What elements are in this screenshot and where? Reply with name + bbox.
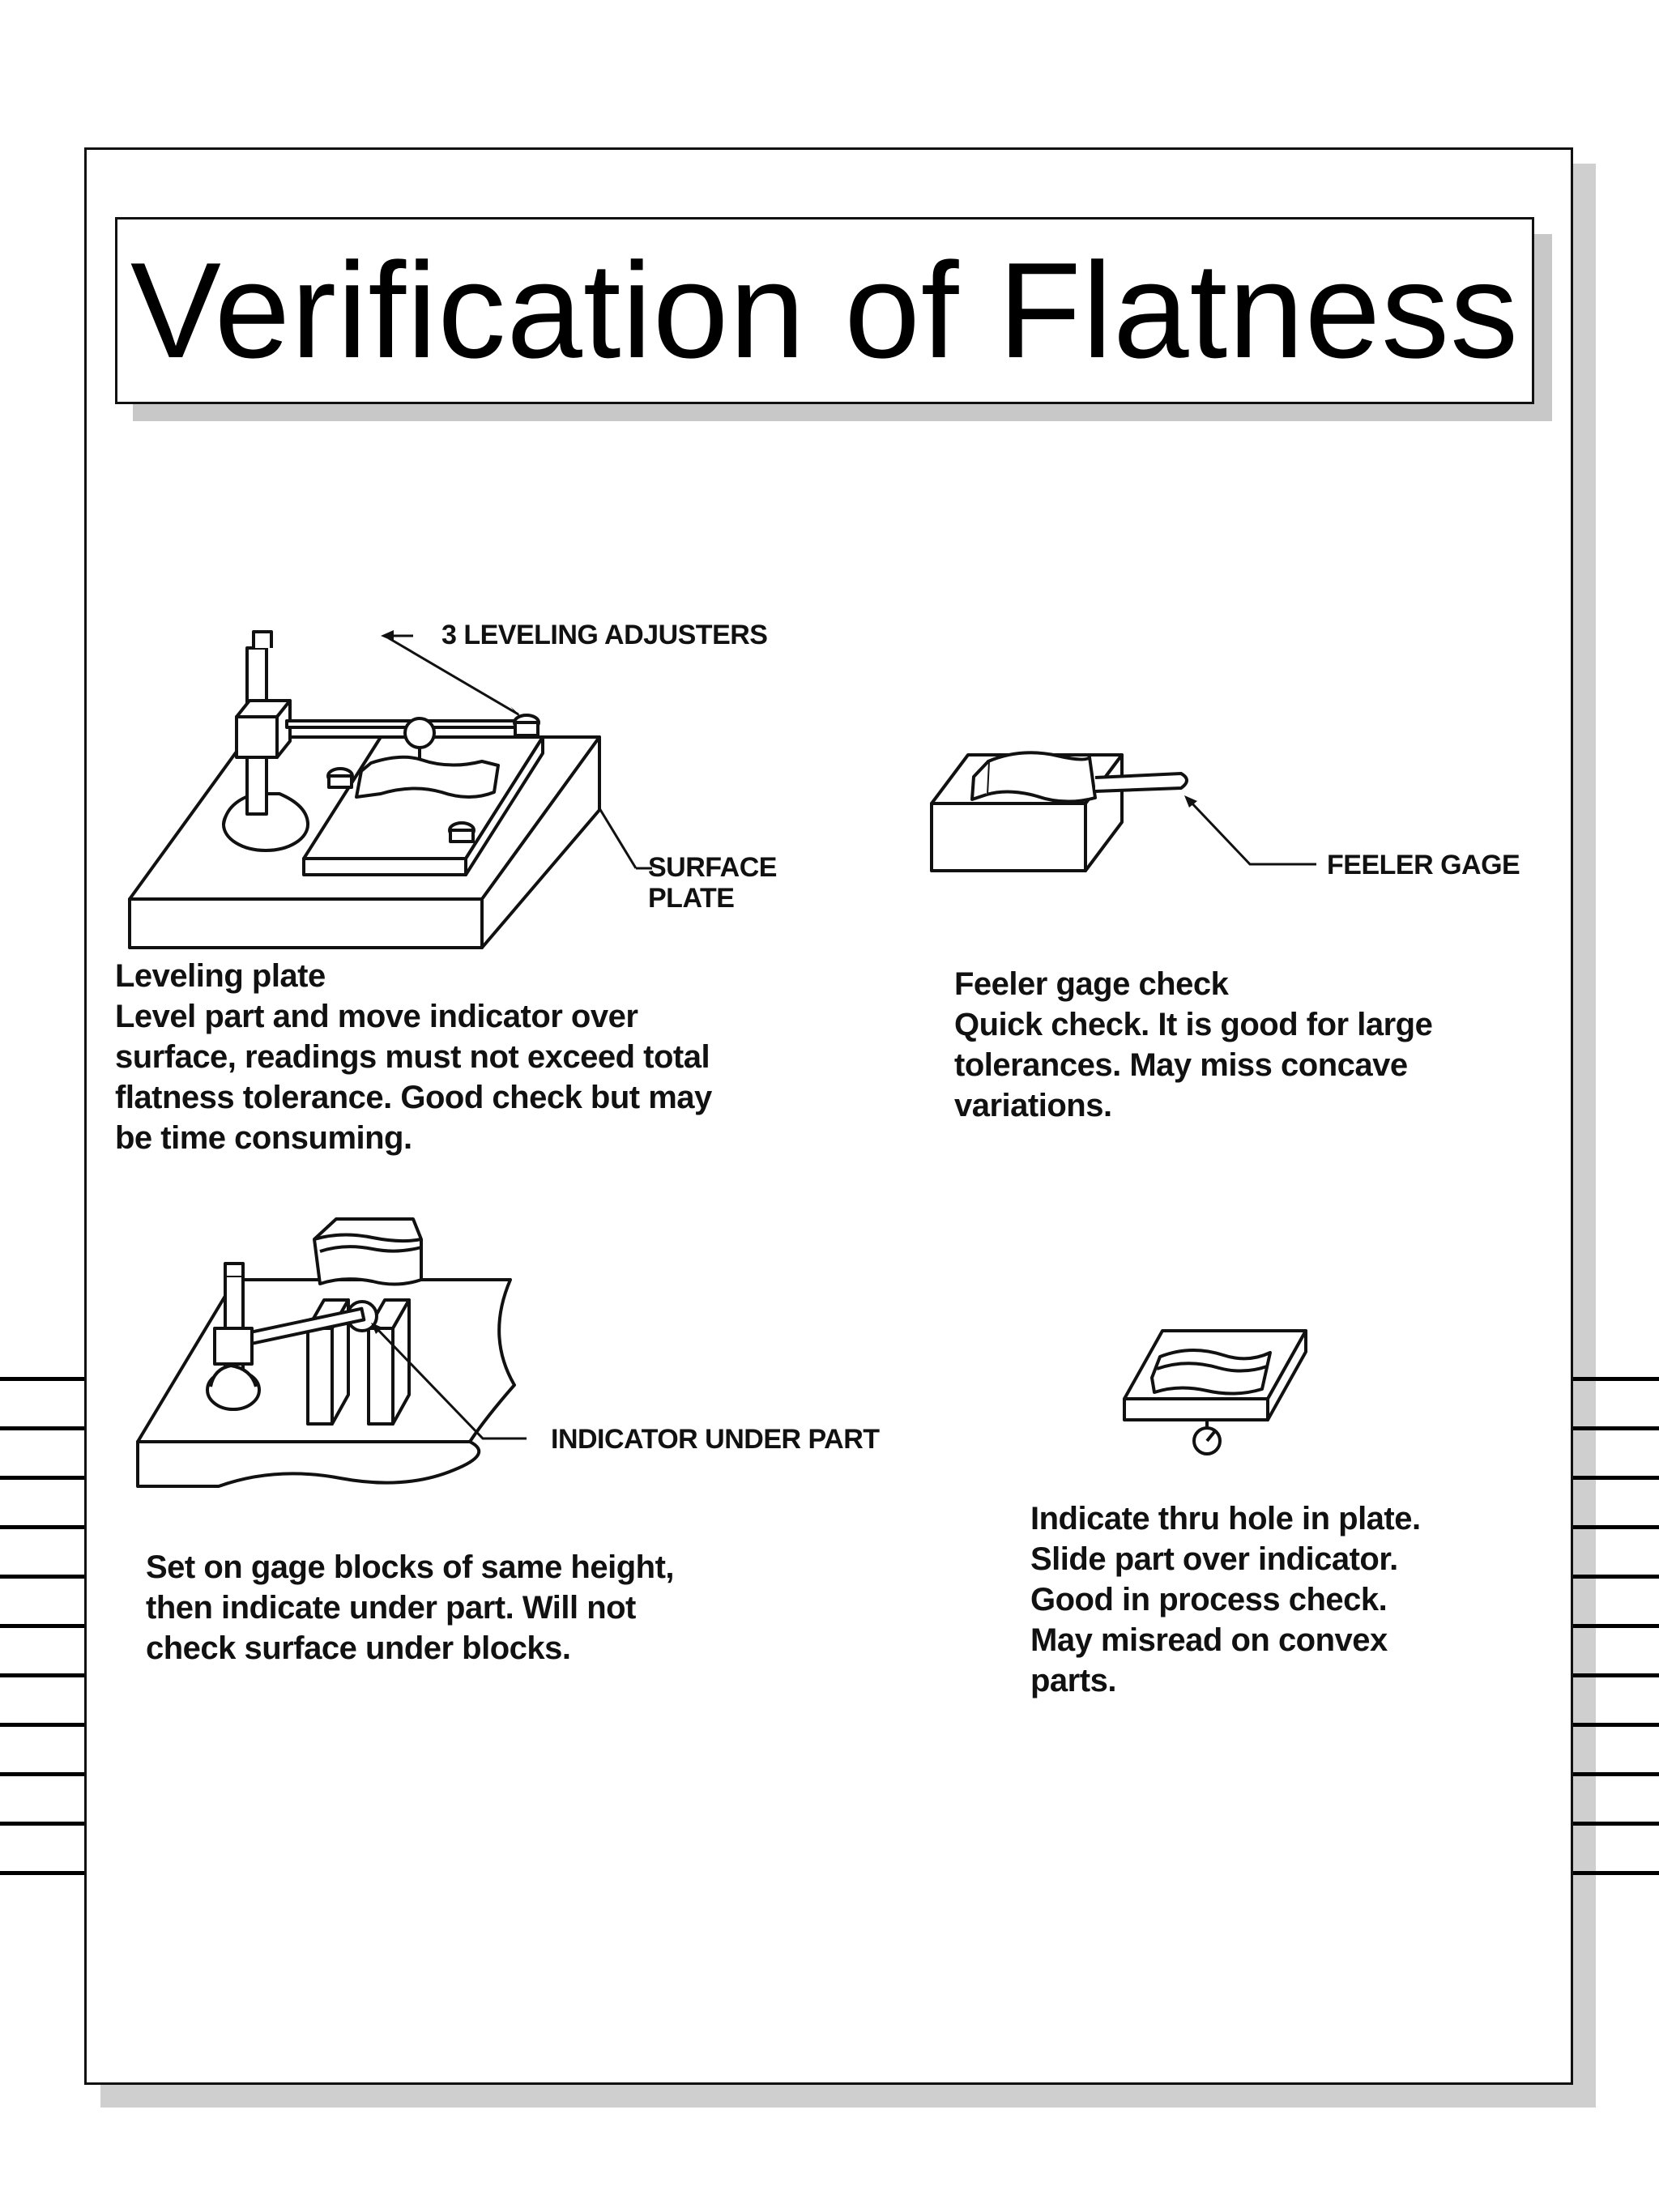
- thru-hole-plate-illustration: [1118, 1324, 1312, 1462]
- caption-line: Indicate thru hole in plate.: [1030, 1501, 1421, 1536]
- caption-line: Slide part over indicator.: [1030, 1541, 1398, 1577]
- caption-line: be time consuming.: [115, 1120, 412, 1156]
- caption-line: Good in process check.: [1030, 1582, 1388, 1617]
- label-feeler-gage: FEELER GAGE: [1327, 850, 1520, 880]
- caption-line: Level part and move indicator over: [115, 999, 638, 1034]
- caption-line: flatness tolerance. Good check but may: [115, 1080, 712, 1115]
- page-title: Verification of Flatness: [130, 234, 1520, 386]
- caption-line: surface, readings must not exceed total: [115, 1039, 710, 1075]
- caption-line: May misread on convex: [1030, 1622, 1388, 1658]
- caption-line: variations.: [954, 1088, 1112, 1123]
- caption-line: tolerances. May miss concave: [954, 1047, 1408, 1083]
- caption-line: then indicate under part. Will not: [146, 1590, 636, 1626]
- right-edge-lines: [1573, 1377, 1659, 1920]
- caption-leveling-plate: [115, 956, 712, 1158]
- caption-line: check surface under blocks.: [146, 1630, 571, 1666]
- title-box: [115, 217, 1534, 404]
- caption-line: parts.: [1030, 1663, 1116, 1698]
- label-indicator-under-part: INDICATOR UNDER PART: [551, 1424, 880, 1455]
- left-edge-lines: [0, 1377, 84, 1920]
- caption-line: Set on gage blocks of same height,: [146, 1549, 675, 1585]
- caption-line: Feeler gage check: [954, 966, 1229, 1002]
- label-leveling-adjusters: 3 LEVELING ADJUSTERS: [441, 620, 768, 650]
- leveling-plate-illustration: [113, 599, 810, 948]
- caption-line: Quick check. It is good for large: [954, 1007, 1433, 1042]
- label-surface-plate-line2: PLATE: [648, 883, 735, 914]
- caption-thru-hole: [1030, 1498, 1421, 1701]
- caption-line: Leveling plate: [115, 958, 326, 994]
- caption-feeler-gage: [954, 964, 1432, 1126]
- indicator-under-part-illustration: [130, 1207, 907, 1498]
- caption-indicator-under-part: [146, 1547, 674, 1669]
- label-surface-plate-line1: SURFACE: [648, 852, 777, 883]
- feeler-gage-illustration: [923, 741, 1539, 887]
